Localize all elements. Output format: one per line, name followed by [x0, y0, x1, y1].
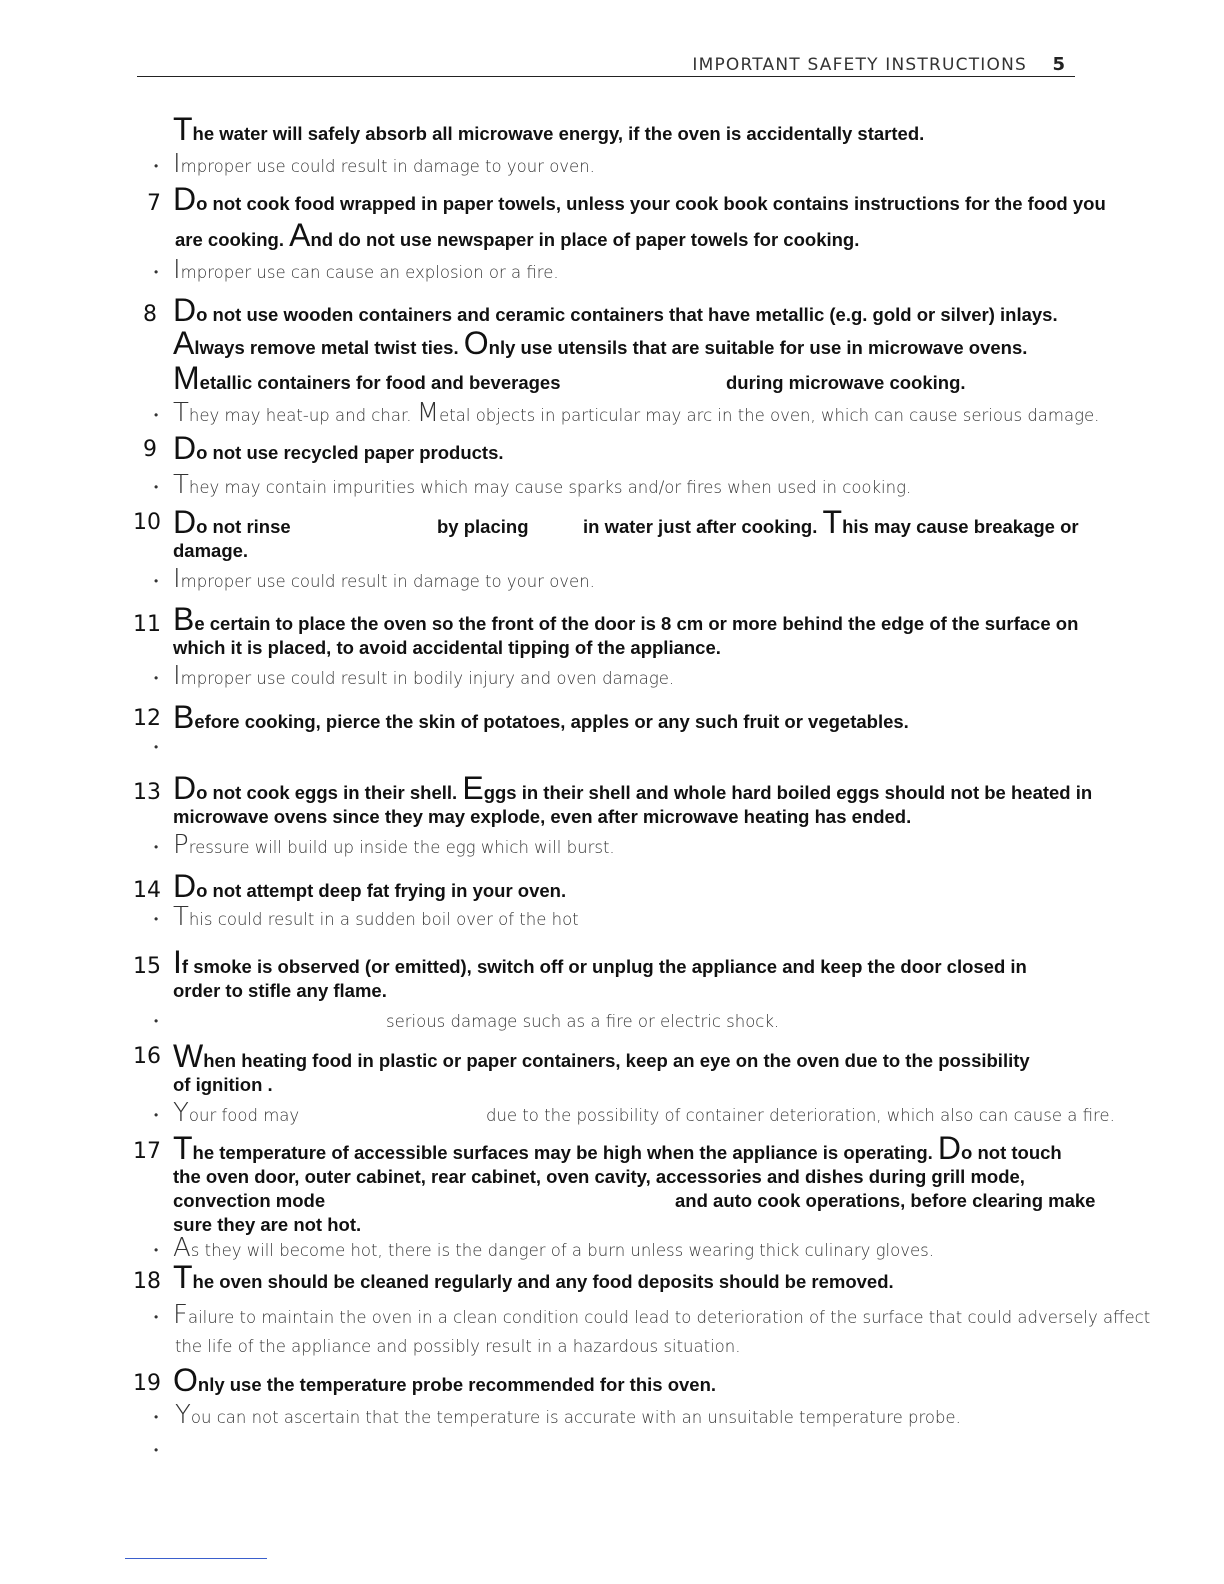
text-run: •: [154, 480, 159, 494]
text-run: o not rinse: [196, 516, 291, 537]
drop-capital: O: [463, 325, 489, 361]
item-number: [133, 1269, 161, 1294]
text-run: of ignition .: [173, 1074, 273, 1095]
drop-capital: M: [416, 398, 440, 428]
text-run: etallic containers for food and beverages: [199, 372, 561, 393]
bullet: [154, 1310, 158, 1324]
text-run: which it is placed, to avoid accidental tipping of the appliance.: [173, 637, 721, 658]
explanation-text: [173, 1233, 934, 1263]
bullet: [154, 159, 158, 173]
text-run: hen heating food in plastic or paper containers, keep an eye on the oven due to the possibility: [203, 1050, 1030, 1071]
explanation-text: [486, 1105, 1115, 1127]
drop-capital: A: [289, 217, 311, 253]
drop-capital: F: [173, 1300, 188, 1330]
drop-capital: B: [173, 699, 195, 735]
text-run: 18: [133, 1269, 161, 1294]
drop-capital: T: [173, 111, 193, 147]
instruction-text: [173, 292, 1058, 328]
text-run: •: [154, 1410, 159, 1424]
page-number: 5: [1052, 54, 1065, 75]
instruction-text: [173, 1073, 273, 1097]
drop-capital: I: [173, 149, 181, 179]
item-number: [133, 878, 161, 903]
text-run: he oven should be cleaned regularly and any food deposits should be removed.: [192, 1271, 894, 1292]
explanation-text: [175, 1400, 961, 1430]
instruction-text: [173, 1130, 1062, 1166]
item-number: [133, 954, 161, 979]
explanation-text: [173, 470, 912, 500]
text-run: he water will safely absorb all microwave energy, if the oven is accidentally started.: [192, 123, 925, 144]
text-run: and auto cook operations, before clearing make: [675, 1190, 1096, 1211]
bullet: [154, 1014, 158, 1028]
text-run: 12: [133, 706, 161, 731]
text-run: due to the possibility of container deterioration, which also can cause a fire.: [486, 1106, 1115, 1125]
bullet: [154, 671, 158, 685]
instruction-text: [173, 504, 291, 540]
instruction-text: [173, 979, 387, 1003]
instruction-text: [173, 325, 1028, 361]
drop-capital: T: [173, 902, 189, 932]
drop-capital: O: [173, 1362, 198, 1398]
text-run: ou can not ascertain that the temperature is accurate with an unsuitable temperature probe.: [190, 1408, 961, 1427]
instruction-text: [173, 1189, 325, 1213]
text-run: are cooking.: [175, 229, 290, 250]
text-run: etal objects in particular may arc in the oven, which can cause serious damage.: [439, 406, 1100, 425]
instruction-text: [173, 111, 925, 147]
text-run: •: [154, 840, 159, 854]
instruction-text: [173, 1038, 1030, 1074]
text-run: lways remove metal twist ties.: [194, 337, 464, 358]
drop-capital: W: [173, 1038, 204, 1074]
text-run: 8: [143, 302, 157, 327]
bullet: [154, 1410, 158, 1424]
text-run: •: [154, 1310, 159, 1324]
text-run: o not cook eggs in their shell.: [196, 782, 463, 803]
text-run: •: [154, 265, 159, 279]
text-run: •: [154, 740, 159, 754]
footer-rule: [125, 1558, 267, 1559]
explanation-text: [173, 149, 595, 179]
bullet: [154, 912, 158, 926]
item-number: [147, 191, 161, 216]
instruction-text: [437, 515, 529, 539]
drop-capital: D: [173, 430, 197, 466]
drop-capital: I: [173, 661, 181, 691]
text-run: serious damage such as a fire or electric shock.: [386, 1012, 780, 1031]
text-run: sure they are not hot.: [173, 1214, 362, 1235]
explanation-text: [173, 902, 579, 932]
instruction-text: [173, 770, 1093, 806]
explanation-text: [173, 398, 1100, 428]
drop-capital: M: [173, 360, 200, 396]
text-run: o not use wooden containers and ceramic containers that have metallic (e.g. gold or silver) inlays.: [196, 304, 1058, 325]
text-run: by placing: [437, 516, 529, 537]
drop-capital: D: [173, 181, 197, 217]
instruction-text: [173, 360, 561, 396]
text-run: the life of the appliance and possibly result in a hazardous situation.: [175, 1337, 741, 1356]
instruction-text: [173, 805, 911, 829]
bullet: [154, 840, 158, 854]
text-run: 14: [133, 878, 161, 903]
text-run: ailure to maintain the oven in a clean condition could lead to deterioration of the surface that could adversely affect: [187, 1308, 1151, 1327]
item-number: [133, 1139, 161, 1164]
instruction-text: [173, 181, 1106, 217]
bullet: [154, 1108, 158, 1122]
drop-capital: T: [173, 1259, 193, 1295]
text-run: ggs in their shell and whole hard boiled eggs should not be heated in: [483, 782, 1093, 803]
item-number: [133, 612, 161, 637]
text-run: in water just after cooking.: [583, 516, 823, 537]
bullet: [154, 574, 158, 588]
text-run: during microwave cooking.: [726, 372, 966, 393]
explanation-text: [175, 1336, 740, 1358]
bullet: [154, 265, 158, 279]
text-run: •: [154, 912, 159, 926]
text-run: his may cause breakage or: [842, 516, 1079, 537]
item-number: [133, 706, 161, 731]
text-run: order to stifle any flame.: [173, 980, 387, 1001]
item-number: [133, 780, 161, 805]
instruction-text: [173, 1362, 717, 1398]
text-run: convection mode: [173, 1190, 326, 1211]
drop-capital: D: [173, 292, 197, 328]
text-run: efore cooking, pierce the skin of potatoes, apples or any such fruit or vegetables.: [194, 711, 909, 732]
instruction-text: [173, 636, 721, 660]
text-run: damage.: [173, 540, 249, 561]
text-run: 9: [143, 437, 157, 462]
instruction-text: [173, 699, 909, 735]
text-run: •: [154, 574, 159, 588]
text-run: •: [154, 159, 159, 173]
drop-capital: I: [173, 564, 181, 594]
text-run: mproper use could result in damage to your oven.: [180, 572, 595, 591]
text-run: hey may heat-up and char.: [188, 406, 417, 425]
text-run: o not attempt deep fat frying in your oven.: [196, 880, 567, 901]
text-run: nly use utensils that are suitable for use in microwave ovens.: [488, 337, 1028, 358]
drop-capital: D: [173, 504, 197, 540]
text-run: 11: [133, 612, 161, 637]
item-number: [143, 302, 157, 327]
item-number: [143, 437, 157, 462]
instruction-text: [173, 430, 504, 466]
text-run: o not touch: [961, 1142, 1062, 1163]
text-run: 7: [147, 191, 161, 216]
text-run: •: [154, 1243, 159, 1257]
bullet: [154, 740, 158, 754]
instruction-text: [675, 1189, 1095, 1213]
bullet: [154, 1243, 158, 1257]
text-run: •: [154, 1443, 159, 1457]
drop-capital: T: [173, 398, 189, 428]
text-run: •: [154, 408, 159, 422]
text-run: ressure will build up inside the egg which will burst.: [188, 838, 615, 857]
instruction-text: [173, 868, 567, 904]
instruction-text: [726, 371, 966, 395]
explanation-text: [173, 1300, 1151, 1330]
instruction-text: [173, 944, 1027, 980]
drop-capital: D: [173, 770, 197, 806]
drop-capital: A: [173, 1233, 191, 1263]
bullet: [154, 408, 158, 422]
item-number: [133, 510, 161, 535]
text-run: f smoke is observed (or emitted), switch off or unplug the appliance and keep the door closed in: [181, 956, 1027, 977]
drop-capital: T: [173, 1130, 193, 1166]
text-run: •: [154, 671, 159, 685]
text-run: •: [154, 1014, 159, 1028]
text-run: e certain to place the oven so the front of the door is 8 cm or more behind the edge of the surface on: [194, 613, 1079, 634]
text-run: mproper use could result in damage to your oven.: [180, 157, 595, 176]
text-run: nd do not use newspaper in place of paper towels for cooking.: [310, 229, 860, 250]
explanation-text: [173, 255, 559, 285]
text-run: o not use recycled paper products.: [196, 442, 504, 463]
bullet: [154, 1443, 158, 1457]
text-run: 17: [133, 1139, 161, 1164]
text-run: our food may: [188, 1106, 300, 1125]
drop-capital: Y: [175, 1400, 191, 1430]
text-run: nly use the temperature probe recommended for this oven.: [197, 1374, 717, 1395]
drop-capital: P: [173, 830, 189, 860]
drop-capital: I: [173, 255, 181, 285]
instruction-text: [173, 1165, 1025, 1189]
drop-capital: T: [173, 470, 189, 500]
item-number: [133, 1371, 161, 1396]
explanation-text: [173, 564, 595, 594]
explanation-text: [173, 661, 675, 691]
text-run: 15: [133, 954, 161, 979]
instruction-text: [173, 539, 248, 563]
explanation-text: [173, 830, 615, 860]
text-run: mproper use can cause an explosion or a fire.: [180, 263, 559, 282]
text-run: his could result in a sudden boil over of the hot: [188, 910, 579, 929]
drop-capital: T: [822, 504, 843, 540]
text-run: the oven door, outer cabinet, rear cabinet, oven cavity, accessories and dishes during grill mode,: [173, 1166, 1025, 1187]
item-number: [133, 1044, 161, 1069]
text-run: o not cook food wrapped in paper towels, unless your cook book contains instructions for the food you: [196, 193, 1106, 214]
drop-capital: Y: [173, 1098, 189, 1128]
header-title: IMPORTANT SAFETY INSTRUCTIONS: [692, 55, 1027, 75]
drop-capital: I: [173, 944, 182, 980]
page-header: [137, 52, 1075, 77]
text-run: s they will become hot, there is the danger of a burn unless wearing thick culinary gloves.: [190, 1241, 934, 1260]
text-run: •: [154, 1108, 159, 1122]
drop-capital: B: [173, 601, 195, 637]
text-run: hey may contain impurities which may cause sparks and/or fires when used in cooking.: [188, 478, 912, 497]
drop-capital: E: [462, 770, 484, 806]
text-run: 16: [133, 1044, 161, 1069]
drop-capital: D: [173, 868, 197, 904]
text-run: 10: [133, 510, 161, 535]
instruction-text: [173, 1259, 894, 1295]
explanation-text: [386, 1011, 779, 1033]
instruction-text: [173, 601, 1079, 637]
text-run: 13: [133, 780, 161, 805]
bullet: [154, 480, 158, 494]
instruction-text: [173, 1213, 361, 1237]
text-run: mproper use could result in bodily injury and oven damage.: [180, 669, 675, 688]
text-run: 19: [133, 1371, 161, 1396]
drop-capital: A: [173, 325, 195, 361]
instruction-text: [175, 217, 860, 253]
text-run: microwave ovens since they may explode, even after microwave heating has ended.: [173, 806, 912, 827]
drop-capital: D: [937, 1130, 962, 1166]
text-run: he temperature of accessible surfaces may be high when the appliance is operating.: [192, 1142, 938, 1163]
explanation-text: [173, 1098, 300, 1128]
instruction-text: [583, 504, 1079, 540]
